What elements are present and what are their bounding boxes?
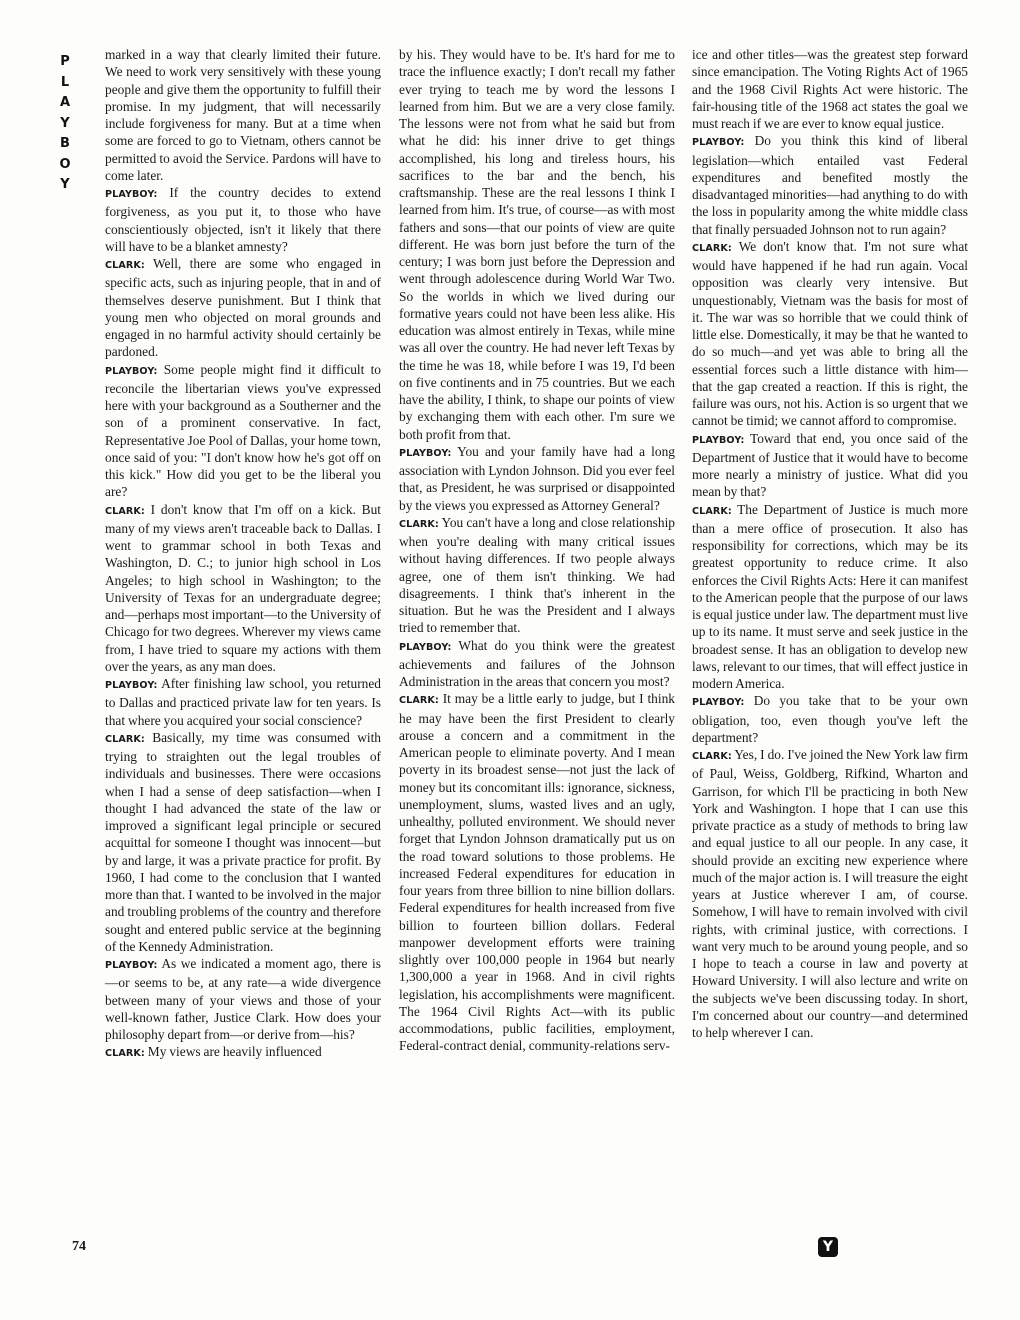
paragraph-text: It may be a little early to judge, but I think he may have been the first President to clearly arouse a concern and a commitment in the American people to eliminate poverty. And I mean poverty in its broadest sense—not just the lack of money but its concomitant ills: ignorance, sickness, unemployment, slums, wasted lives and an ugly, unhealthy, polluted environment. We should never forget that Lyndon Johnson dramatically put us on the road toward solutions to those problems. He increased Federal expenditures for education in four years from three billion to nine billion dollars. Federal expenditures for health increased from five billion to fourteen billion dollars. Federal manpower development efforts were training slightly over 100,000 people in 1964 but nearly 1,300,000 a year in 1968. And in civil rights legislation, his accomplishments were magnificent. The 1964 Civil Rights Act—with its public accommodations, public facilities, employment, Federal-contract denial, community-relations serv-: [399, 691, 675, 1054]
speaker-label: PLAYBOY:: [399, 447, 452, 459]
interview-paragraph: [105, 46, 381, 184]
interview-paragraph: [692, 238, 968, 430]
interview-paragraph: [105, 675, 381, 729]
brand-letter: L: [60, 74, 70, 90]
interview-paragraph: [399, 46, 675, 443]
text-column-2: [399, 46, 675, 1055]
speaker-label: CLARK:: [105, 505, 145, 517]
interview-paragraph: [692, 692, 968, 746]
speaker-label: PLAYBOY:: [692, 434, 745, 446]
interview-paragraph: [692, 132, 968, 238]
paragraph-text: You and your family have had a long association with Lyndon Johnson. Did you ever feel that, as President, he was surprised or disappointed by the views you expressed as Attorney General?: [399, 443, 675, 513]
interview-paragraph: [105, 361, 381, 501]
interview-paragraph: [692, 746, 968, 1041]
paragraph-text: My views are heavily influenced: [147, 1044, 322, 1060]
paragraph-text: Well, there are some who engaged in specific acts, such as injuring people, that in and of themselves deserve punishment. But I think that young men who objected on moral grounds and engaged in no harmful activity should certainly be pardoned.: [105, 256, 381, 360]
paragraph-text: Toward that end, you once said of the Department of Justice that it would have to become more nearly a ministry of justice. What did you mean by that?: [692, 430, 968, 500]
interview-paragraph: [105, 501, 381, 676]
speaker-label: PLAYBOY:: [105, 365, 158, 377]
interview-paragraph: [105, 729, 381, 955]
speaker-label: PLAYBOY:: [105, 189, 158, 200]
text-column-1: [105, 46, 381, 1063]
paragraph-text: I don't know that I'm off on a kick. But many of my views aren't traceable back to Dallas. I went to grammar school in both Texas and Washington, D. C.; to junior high school in Los Angeles; to high school in Washington; to the University of Texas for an undergraduate degree; and—perhaps most important—to the University of Chicago for two degrees. Wherever my views came from, I have tried to square my actions with them over the years, as any man does.: [105, 501, 381, 674]
interview-paragraph: [105, 184, 381, 255]
paragraph-text: The Department of Justice is much more than a mere office of prosecution. It also has responsibility for corrections, which may be its greatest opportunity to reduce crime. It also enforces the Civil Rights Acts: Here it can manifest to the American people that the purpose of our laws is equal justice under law. The department must live up to its name. It must serve and seek justice in the broadest sense. It has an obligation to develop new laws, relevant to our times, that will effect justice in modern America.: [692, 501, 968, 691]
paragraph-text: Do you think this kind of liberal legislation—which entailed vast Federal expenditures and benefited mostly the disadvantaged minorities—had anything to do with the loss in popularity among the white middle class that finally persuaded Johnson not to run again?: [692, 133, 968, 237]
paragraph-text: As we indicated a moment ago, there is—or seems to be, at any rate—a wide divergence between many of your views and those of your well-known father, Justice Clark. How does your philosophy depart from—or derive from—his?: [105, 956, 381, 1042]
brand-letter: O: [59, 156, 71, 172]
brand-letter: B: [60, 136, 70, 151]
speaker-label: PLAYBOY:: [399, 641, 452, 653]
end-of-article-rabbit-icon: Y: [818, 1237, 838, 1257]
speaker-label: CLARK:: [692, 505, 732, 517]
brand-letter: A: [59, 95, 71, 110]
paragraph-text: Yes, I do. I've joined the New York law firm of Paul, Weiss, Goldberg, Rifkind, Wharton and Garrison, for which I'll be practicing in both New York and Washington. I hope that I can use this private practice as a study of methods to bring law and equal justice to all our people. In any case, it should provide an exciting new experience where much of the major action is. I will treasure the eight years at Justice wherever I am, of course. Somehow, I will have to remain involved with civil rights, with criminal justice, with corrections. I want very much to be around young people, and so I hope to teach a course in law and poverty at Howard University. I will also lecture and write on the subjects we've been discussing today. In short, I'm concerned about our country—and determined to help wherever I can.: [692, 747, 968, 1040]
paragraph-text: ice and other titles—was the greatest step forward since emancipation. The Voting Rights Act of 1965 and the 1968 Civil Rights Act were historic. The fair-housing title of the 1968 act states the goal we must reach if we are ever to know equal justice.: [692, 47, 968, 131]
brand-letter: Y: [60, 115, 70, 131]
interview-paragraph: [399, 443, 675, 514]
speaker-label: CLARK:: [399, 518, 439, 530]
page-number: 74: [72, 1239, 86, 1254]
speaker-label: PLAYBOY:: [105, 680, 158, 691]
paragraph-text: Do you take that to be your own obligation, too, even though you've left the department?: [692, 693, 968, 745]
brand-letter: Y: [60, 177, 70, 192]
interview-paragraph: [105, 955, 381, 1043]
interview-paragraph: [105, 1043, 381, 1062]
interview-paragraph: [692, 430, 968, 501]
speaker-label: CLARK:: [692, 242, 732, 254]
masthead-vertical-playboy: [56, 52, 74, 196]
speaker-label: PLAYBOY:: [105, 960, 158, 971]
text-column-3: [692, 46, 968, 1041]
interview-paragraph: [399, 637, 675, 691]
paragraph-text: Some people might find it difficult to reconcile the libertarian views you've expressed here with your background as a Southerner and the son of a prominent conservative. In fact, Representative Joe Pool of Dallas, your home town, once said of you: "I don't know how he's got off on this kick." How did you get to be the liberal you are?: [105, 361, 381, 500]
paragraph-text: Basically, my time was consumed with trying to straighten out the legal troubles of individuals and businesses. There were occasions when I had a sense of deep satisfaction—when I thought I had advanced the state of the law or improved a significant legal principle or secured acquittal for someone I thought was innocent—but by and large, it was a private practice for profit. By 1960, I had come to the conclusion that I wanted more than that. I wanted to be involved in the major and troubling problems of the country and therefore sought and entered public service at the beginning of the Kennedy Administration.: [105, 729, 381, 954]
interview-paragraph: [692, 46, 968, 132]
paragraph-text: marked in a way that clearly limited their future. We need to work very sensitively with these young people and give them the opportunity to fulfill their promise. In my judgment, that will necessarily include forgiveness for many. But at a time when some are forced to go to Vietnam, others cannot be permitted to avoid the Service. Pardons will have to come later.: [105, 47, 381, 183]
interview-paragraph: [692, 501, 968, 693]
interview-paragraph: [399, 690, 675, 1054]
brand-letter: P: [60, 54, 70, 69]
speaker-label: PLAYBOY:: [692, 137, 745, 149]
interview-paragraph: [105, 255, 381, 361]
paragraph-text: by his. They would have to be. It's hard for me to trace the influence exactly; I don't recall my father ever trying to teach me by word the lessons I learned from him. But we are a very close family. The lessons were not from what he said but from what he did: his inner drive to get things accomplished, his long and tireless hours, his sacrifices to the bar and the bench, his craftsmanship. These are the real lessons I think I learned from him. It's true, of course—as with most fathers and sons—that our points of view are quite different. He was born just before the turn of the century; I was born just before the Depression and went through adolescence during World War Two. So the worlds in which we lived during our formative years could not have been less alike. His education was almost entirely in Texas, while mine was all over the country. He had never left Texas by the time he was 18, while before I was 19, I'd been on five continents and in 75 countries. But we each have the ability, I think, to shape our points of view by exchanging them with each other. I'm sure we both profit from that.: [399, 47, 675, 442]
speaker-label: CLARK:: [399, 695, 439, 707]
paragraph-text: We don't know that. I'm not sure what would have happened if he had run again. Vocal opposition was clearly very intensive. But unquestionably, Vietnam was the basis for most of it. The war was so horrible that we could think of little else. Domestically, it may be that he wanted to do so much—and yet was able to bring all the essential forces such a little distance with him—that the gap created a reaction. If this is right, the failure was ours, not his. Action is so urgent that we cannot be timid; we cannot afford to compromise.: [692, 238, 968, 429]
interview-paragraph: [399, 514, 675, 637]
speaker-label: CLARK:: [105, 1048, 145, 1060]
speaker-label: PLAYBOY:: [692, 697, 745, 709]
paragraph-text: If the country decides to extend forgiveness, as you put it, to those who have conscientiously objected, isn't it likely that there will have to be a blanket amnesty?: [105, 185, 381, 254]
paragraph-text: After finishing law school, you returned to Dallas and practiced private law for ten years. Is that where you acquired your social conscience?: [105, 676, 381, 728]
paragraph-text: You can't have a long and close relationship when you're dealing with many critical issues without having differences. If two people always agree, one of them isn't thinking. We had disagreements. I think that's inherent in the situation. But he was the President and I always tried to remember that.: [399, 514, 676, 636]
paragraph-text: What do you think were the greatest achievements and failures of the Johnson Administration in the areas that concern you most?: [399, 637, 675, 689]
speaker-label: CLARK:: [105, 260, 145, 271]
speaker-label: CLARK:: [105, 733, 145, 745]
speaker-label: CLARK:: [692, 751, 732, 762]
